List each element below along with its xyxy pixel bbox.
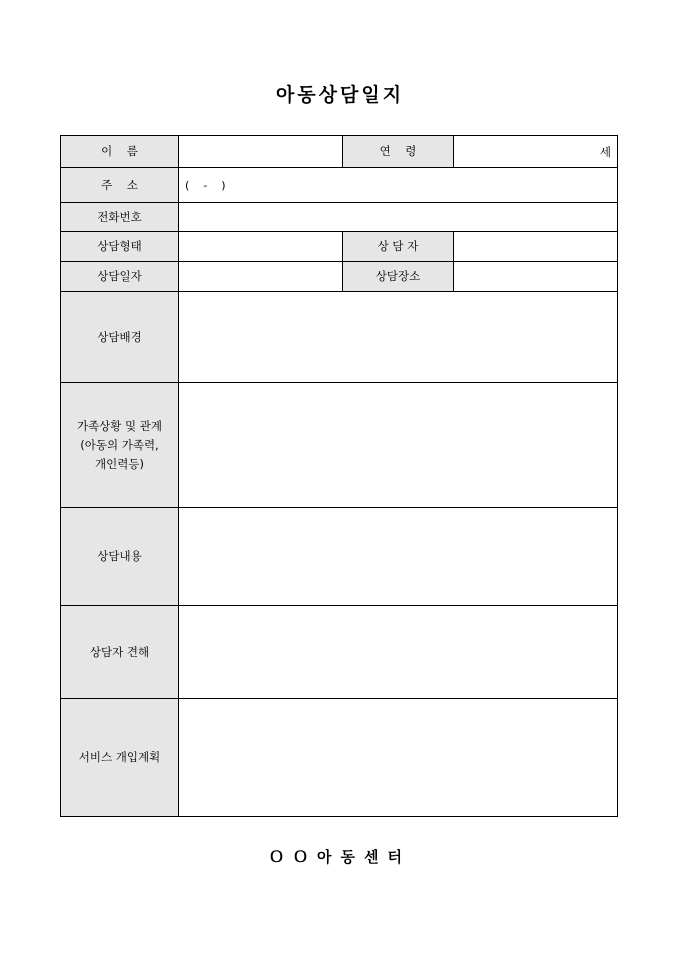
label-phone: 전화번호 (61, 203, 179, 232)
row-plan (61, 699, 618, 817)
age-field[interactable]: 세 (454, 136, 618, 168)
label-name: 이 름 (61, 136, 179, 168)
row-date-place (61, 262, 618, 292)
counselor-field[interactable] (454, 232, 618, 262)
family-field[interactable] (179, 383, 618, 508)
consult-date-field[interactable] (179, 262, 343, 292)
center-name-footer: ＯＯ아동센터 (269, 848, 411, 866)
row-phone (61, 203, 618, 232)
label-background: 상담배경 (61, 292, 179, 383)
label-family: 가족상황 및 관계 (아동의 가족력, 개인력등) (61, 383, 179, 508)
content-field[interactable] (179, 508, 618, 606)
row-address (61, 168, 618, 203)
label-age: 연 령 (343, 136, 454, 168)
background-field[interactable] (179, 292, 618, 383)
label-consult-date: 상담일자 (61, 262, 179, 292)
name-field[interactable] (179, 136, 343, 168)
document-title: 아동상담일지 (275, 84, 405, 106)
phone-field[interactable] (179, 203, 618, 232)
label-content: 상담내용 (61, 508, 179, 606)
address-field[interactable]: ( - ) (179, 168, 618, 203)
plan-field[interactable] (179, 699, 618, 817)
row-name-age (61, 136, 618, 168)
row-content (61, 508, 618, 606)
label-counselor: 상 담 자 (343, 232, 454, 262)
consultation-form (60, 135, 618, 817)
label-plan: 서비스 개입계획 (61, 699, 179, 817)
row-family (61, 383, 618, 508)
label-opinion: 상담자 견해 (61, 606, 179, 699)
row-background (61, 292, 618, 383)
label-consult-type: 상담형태 (61, 232, 179, 262)
label-consult-place: 상담장소 (343, 262, 454, 292)
row-opinion (61, 606, 618, 699)
row-type-counselor (61, 232, 618, 262)
consult-type-field[interactable] (179, 232, 343, 262)
consult-place-field[interactable] (454, 262, 618, 292)
opinion-field[interactable] (179, 606, 618, 699)
label-address: 주 소 (61, 168, 179, 203)
